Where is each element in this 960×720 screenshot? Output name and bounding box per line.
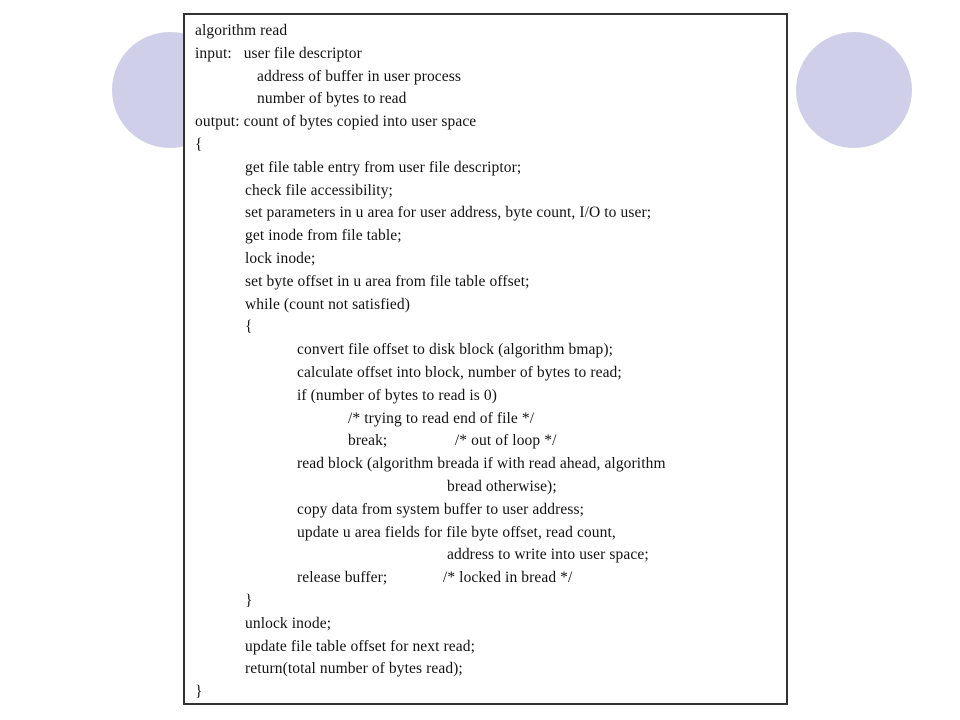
code-line: input: user file descriptor <box>195 44 362 62</box>
code-line: } <box>245 592 253 609</box>
code-line: /* trying to read end of file */ <box>348 409 535 427</box>
code-line: return(total number of bytes read); <box>245 660 463 678</box>
code-line: convert file offset to disk block (algorithm bmap); <box>297 341 614 359</box>
code-line: set parameters in u area for user address, byte count, I/O to user; <box>245 204 652 222</box>
code-line: while (count not satisfied) <box>245 295 410 313</box>
code-line: calculate offset into block, number of bytes to read; <box>297 364 622 381</box>
code-line: output: count of bytes copied into user space <box>195 113 477 131</box>
code-line: algorithm read <box>195 22 288 39</box>
code-line: unlock inode; <box>245 614 332 632</box>
code-line: release buffer; /* locked in bread */ <box>297 569 573 587</box>
code-line: set byte offset in u area from file table offset; <box>245 272 530 290</box>
decorative-circle-right <box>796 32 912 148</box>
code-line: read block (algorithm breada if with read ahead, algorithm <box>297 455 666 473</box>
code-line: { <box>195 136 203 153</box>
code-line: lock inode; <box>245 250 316 267</box>
algorithm-figure <box>183 13 788 705</box>
code-line: if (number of bytes to read is 0) <box>297 386 498 404</box>
code-line: break; /* out of loop */ <box>348 432 557 450</box>
code-line: address to write into user space; <box>447 546 649 564</box>
code-line: number of bytes to read <box>257 90 407 108</box>
code-line: check file accessibility; <box>245 181 393 199</box>
code-line: update u area fields for file byte offset, read count, <box>297 523 616 541</box>
code-line: get file table entry from user file descriptor; <box>245 158 522 176</box>
code-line: copy data from system buffer to user address; <box>297 500 585 518</box>
code-line: update file table offset for next read; <box>245 637 475 655</box>
code-line: bread otherwise); <box>447 478 557 495</box>
code-line: address of buffer in user process <box>257 67 462 85</box>
code-line: { <box>245 318 253 336</box>
code-line: } <box>195 683 203 701</box>
code-line: get inode from file table; <box>245 227 402 245</box>
